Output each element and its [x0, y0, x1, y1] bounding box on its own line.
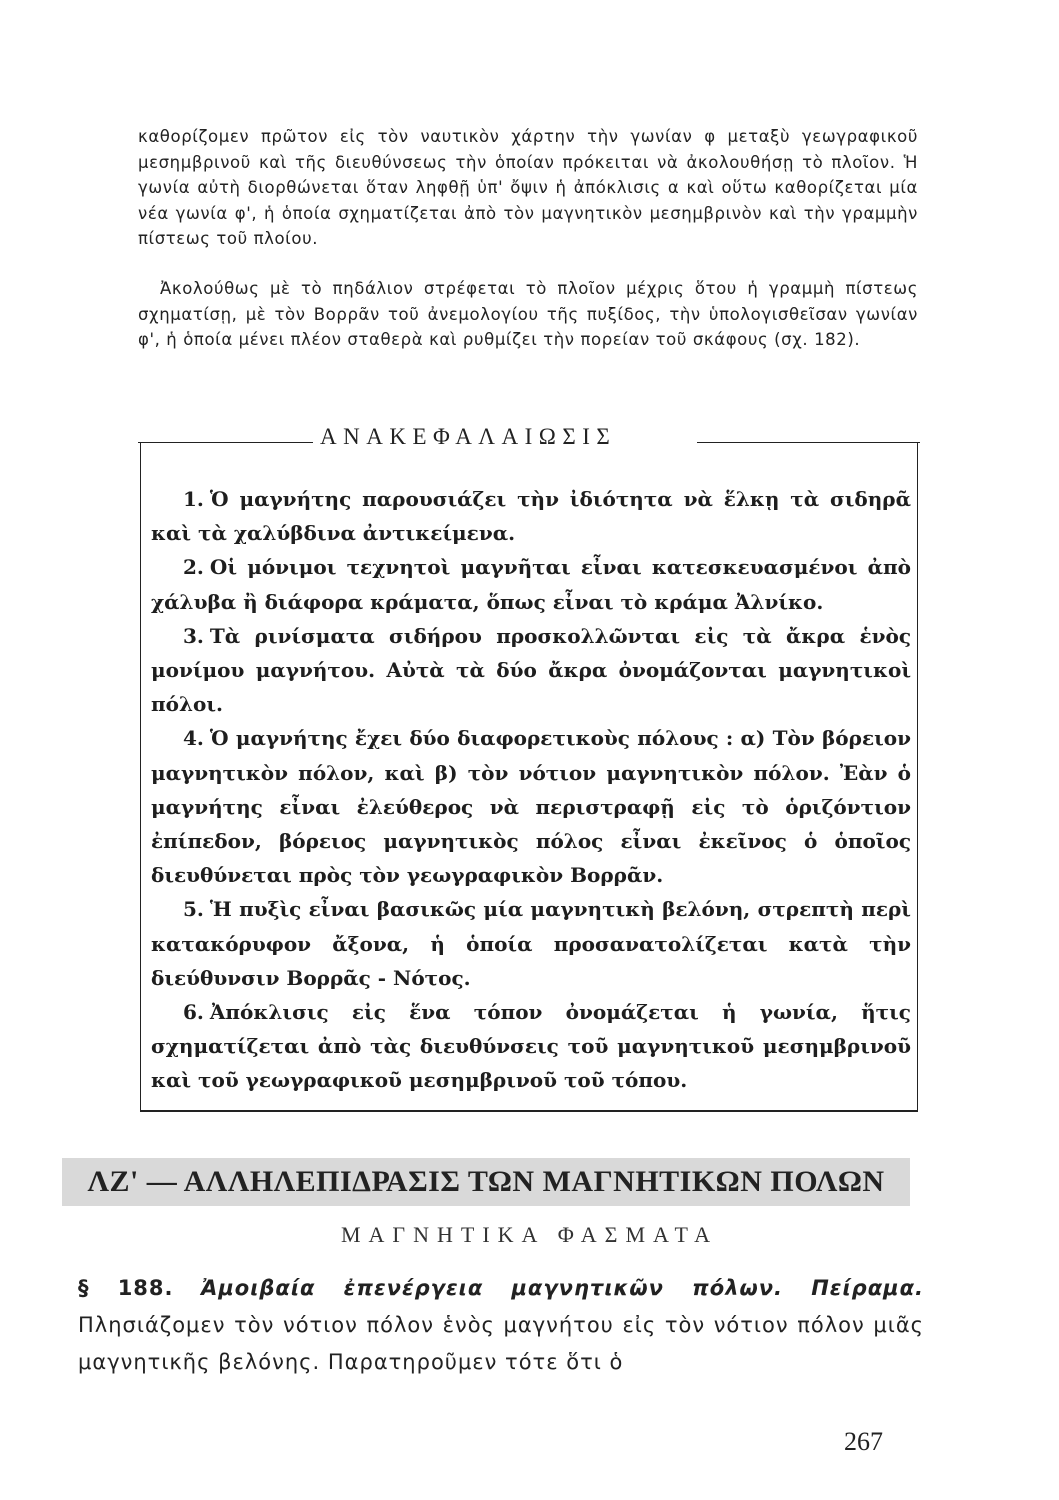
summary-item-text: Οἱ μόνιμοι τεχνητοὶ μαγνῆται εἶναι κατεσκευασμένοι ἀπὸ χάλυβα ἢ διάφορα κράματα, ὅπως εἶναι τὸ κράμα Ἀλνίκο.	[151, 555, 911, 614]
summary-item-number: 2.	[183, 555, 204, 580]
summary-item	[151, 995, 911, 1098]
paragraph-heading: Ἀμοιβαία ἐπενέργεια μαγνητικῶν πόλων. Πείραμα.	[201, 1276, 924, 1300]
summary-item-number: 5.	[183, 897, 204, 922]
section-paragraph	[78, 1270, 924, 1381]
summary-item-number: 1.	[183, 487, 204, 511]
summary-item-number: 3.	[183, 623, 204, 648]
page-number: 267	[844, 1427, 883, 1456]
section-title: ΛΖ' — ΑΛΛΗΛΕΠΙΔΡΑΣΙΣ ΤΩΝ ΜΑΓΝΗΤΙΚΩΝ ΠΟΛΩΝ	[62, 1158, 910, 1206]
summary-item-text: Ἡ πυξὶς εἶναι βασικῶς μία μαγνητικὴ βελόνη, στρεπτὴ περὶ κατακόρυφον ἄξονα, ἡ ὁποία προσανατολίζεται κατὰ τὴν διεύθυνσιν Βορρᾶς - Νότος.	[151, 897, 911, 990]
summary-item-number: 4.	[183, 726, 204, 751]
summary-box	[140, 442, 918, 1112]
summary-item-text: Ὁ μαγνήτης παρουσιάζει τὴν ἰδιότητα νὰ ἕλκῃ τὰ σιδηρᾶ καὶ τὰ χαλύβδινα ἀντικείμενα.	[151, 487, 911, 546]
summary-item-text: Ἀπόκλισις εἰς ἕνα τόπον ὀνομάζεται ἡ γωνία, ἥτις σχηματίζεται ἀπὸ τὰς διευθύνσεις τοῦ μαγνητικοῦ μεσημβρινοῦ καὶ τοῦ γεωγραφικοῦ μεσημβρινοῦ τοῦ τόπου.	[151, 1000, 911, 1093]
summary-heading-text: ΑΝΑΚΕΦΑΛΑΙΩΣΙΣ	[320, 424, 617, 449]
paragraph-text: Πλησιάζομεν τὸν νότιον πόλον ἑνὸς μαγνήτου εἰς τὸν νότιον πόλον μιᾶς μαγνητικῆς βελόνης. Παρατηροῦμεν τότε ὅτι ὁ	[78, 1313, 924, 1374]
paragraph-number: § 188.	[78, 1276, 174, 1300]
summary-item	[151, 721, 911, 892]
summary-item	[151, 550, 911, 618]
summary-item-text: Ὁ μαγνήτης ἔχει δύο διαφορετικοὺς πόλους : α) Τὸν βόρειον μαγνητικὸν πόλον, καὶ β) τὸν νότιον μαγνητικὸν πόλον. Ἐὰν ὁ μαγνήτης εἶναι ἐλεύθερος νὰ περιστραφῇ εἰς τὸ ὁριζόντιον ἐπίπεδον, βόρειος μαγνητικὸς πόλος εἶναι ἐκεῖνος ὁ ὁποῖος διευθύνεται πρὸς τὸν γεωγραφικὸν Βορρᾶν.	[151, 726, 911, 888]
summary-item	[151, 619, 911, 722]
summary-item-number: 6.	[183, 1000, 204, 1025]
summary-list	[151, 482, 911, 1098]
intro-paragraph-1: καθορίζομεν πρῶτον εἰς τὸν ναυτικὸν χάρτην τὴν γωνίαν φ μεταξὺ γεωγραφικοῦ μεσημβρινοῦ καὶ τῆς διευθύνσεως τὴν ὁποίαν πρόκειται νὰ ἀκολουθήσῃ τὸ πλοῖον. Ἡ γωνία αὐτὴ διορθώνεται ὅταν ληφθῇ ὑπ' ὄψιν ἡ ἀπόκλισις α καὶ οὕτω καθορίζεται μία νέα γωνία φ', ἡ ὁποία σχηματίζεται ἀπὸ τὸν μαγνητικὸν μεσημβρινὸν καὶ τὴν γραμμὴν πίστεως τοῦ πλοίου.	[138, 127, 918, 248]
summary-item	[151, 482, 911, 550]
summary-item-text: Τὰ ρινίσματα σιδήρου προσκολλῶνται εἰς τὰ ἄκρα ἑνὸς μονίμου μαγνήτου. Αὐτὰ τὰ δύο ἄκρα ὀνομάζονται μαγνητικοὶ πόλοι.	[151, 623, 911, 717]
section-subtitle: ΜΑΓΝΗΤΙΚΑ ΦΑΣΜΑΤΑ	[340, 1222, 719, 1247]
intro-paragraph-2: Ἀκολούθως μὲ τὸ πηδάλιον στρέφεται τὸ πλοῖον μέχρις ὅτου ἡ γραμμὴ πίστεως σχηματίσῃ, μὲ τὸν Βορρᾶν τοῦ ἀνεμολογίου τῆς πυξίδος, τὴν ὑπολογισθεῖσαν γωνίαν φ', ἡ ὁποία μένει πλέον σταθερὰ καὶ ρυθμίζει τὴν πορείαν τοῦ σκάφους (σχ. 182).	[138, 279, 918, 349]
summary-item	[151, 892, 911, 995]
